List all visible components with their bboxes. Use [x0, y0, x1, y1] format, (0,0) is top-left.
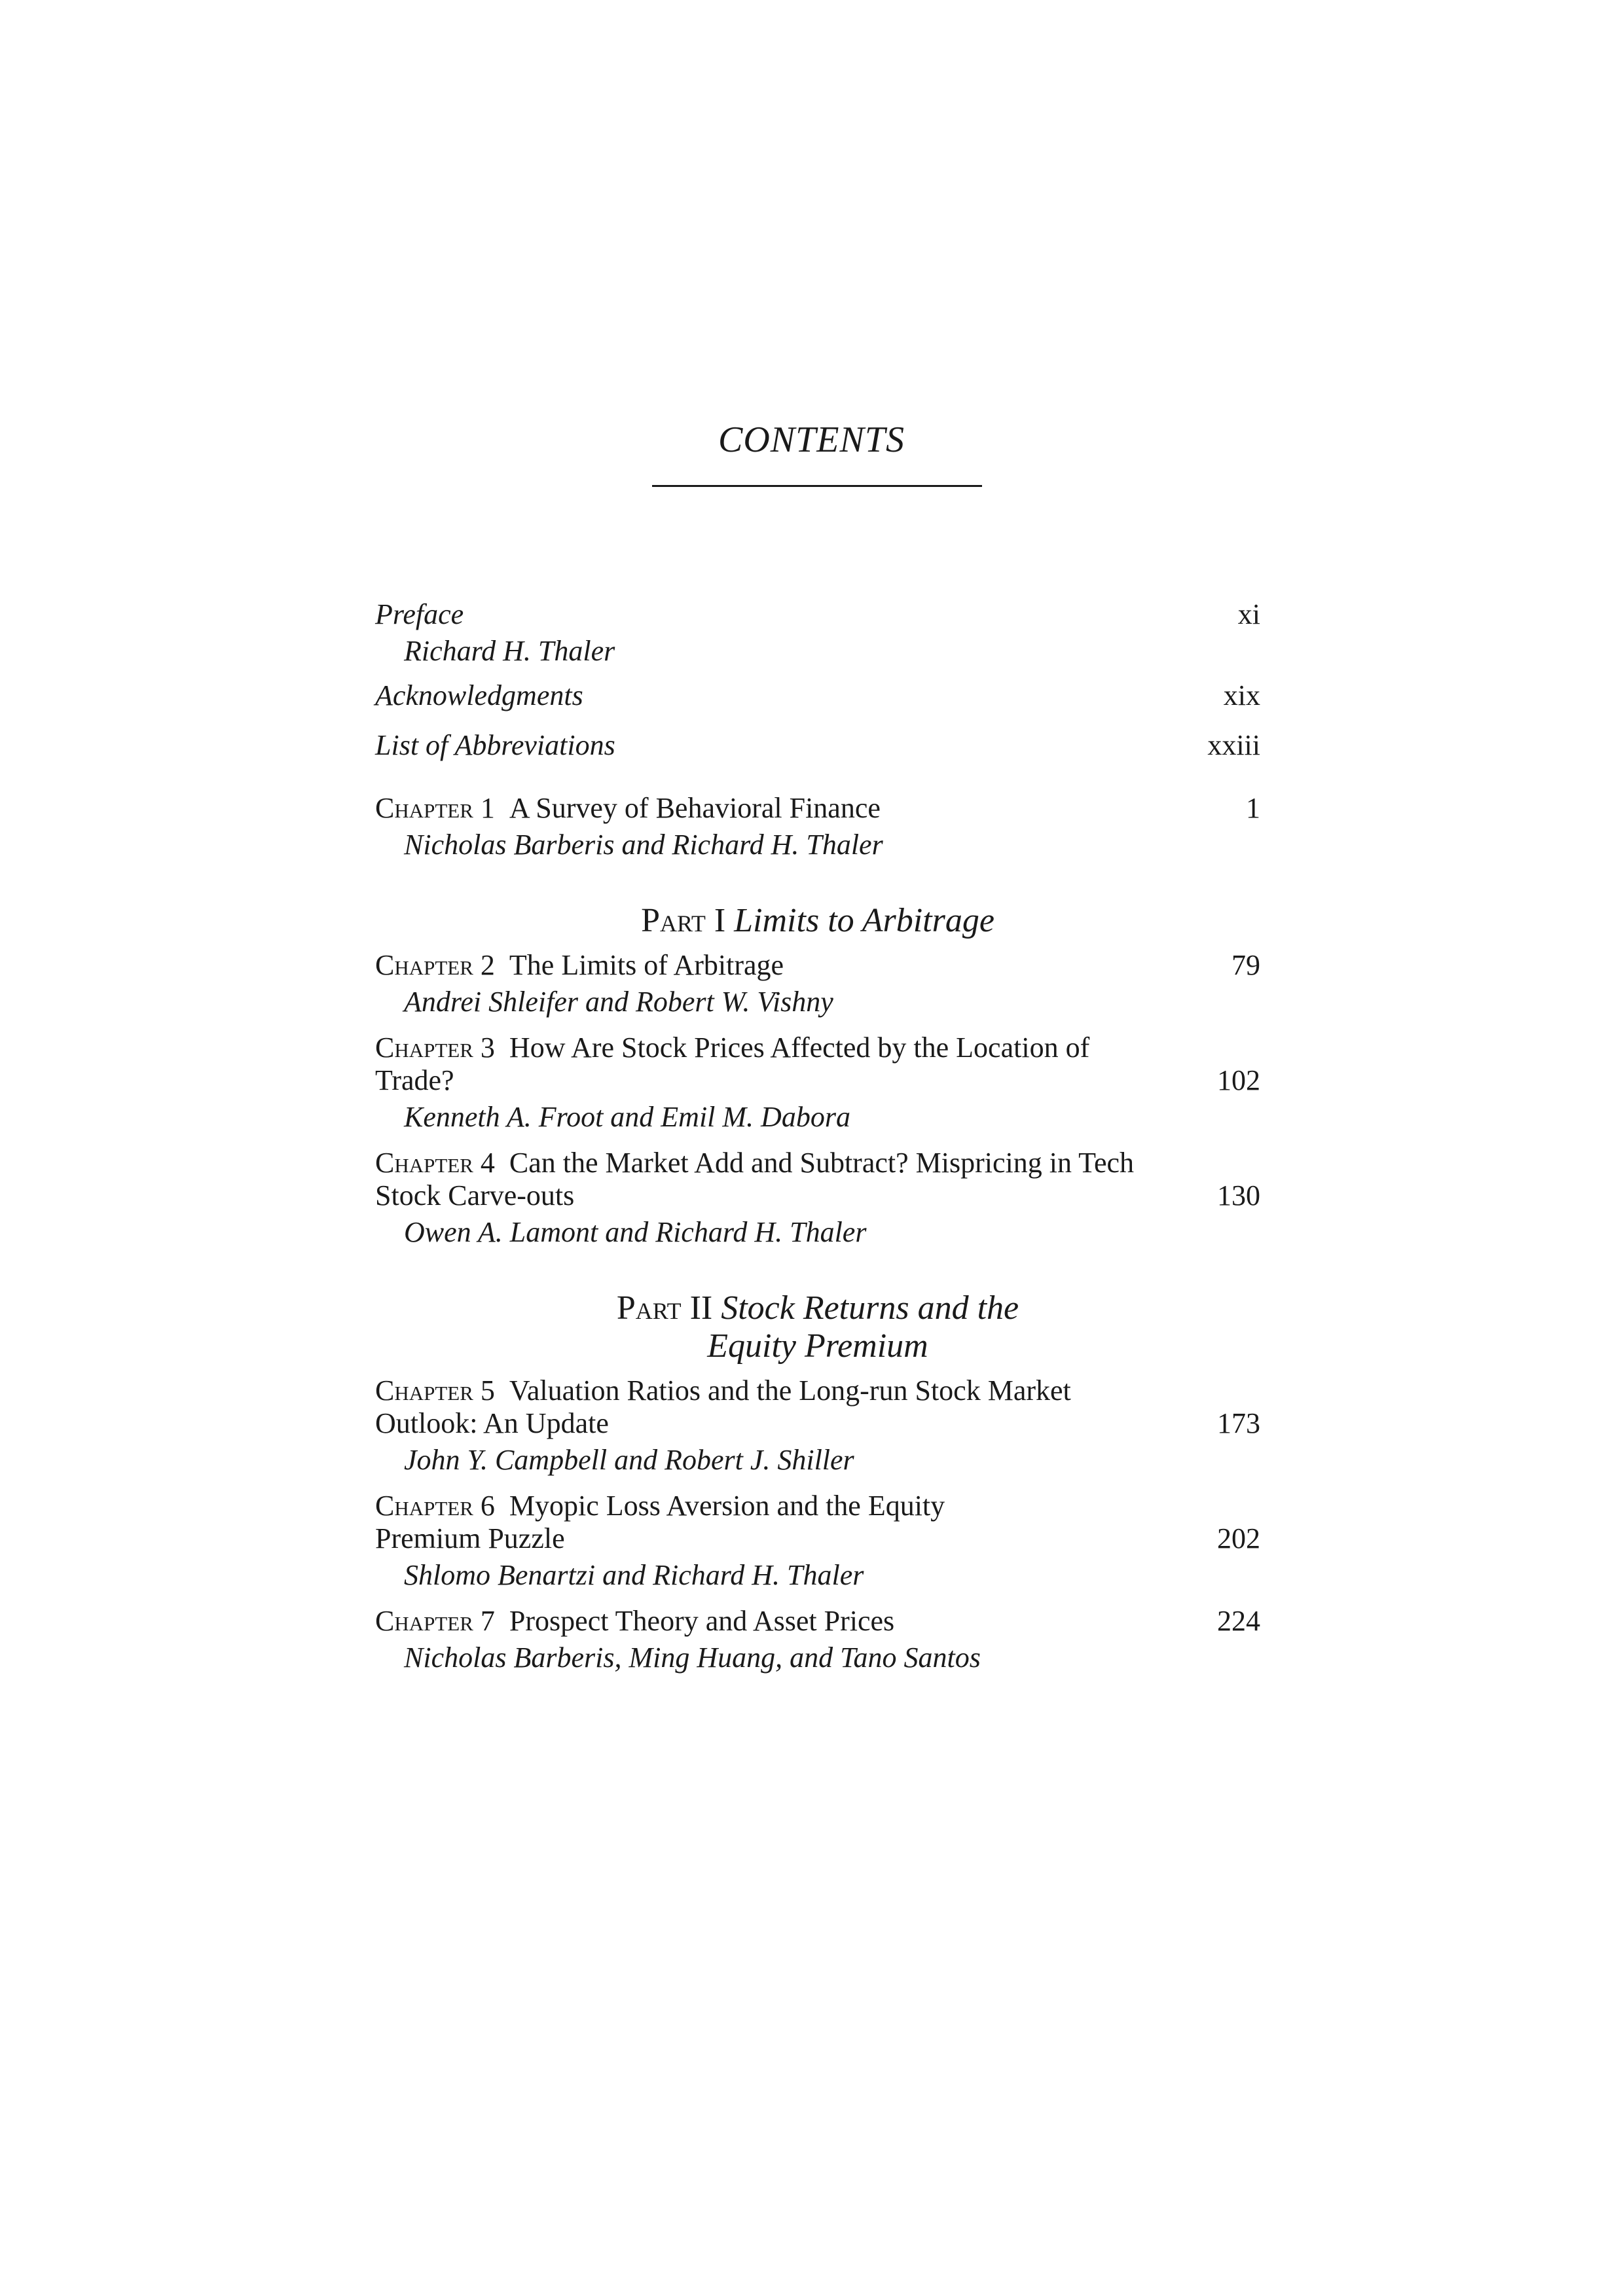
chapter-title-line-1: How Are Stock Prices Affected by the Location of	[509, 1031, 1090, 1064]
entry-title: Acknowledgments	[375, 679, 583, 711]
chapter-title-line-2: Trade?	[375, 1064, 454, 1096]
page-number: 79	[1231, 949, 1260, 981]
toc-entry-preface[interactable]	[375, 598, 1260, 672]
chapter-title-line-1: Valuation Ratios and the Long-run Stock Market	[509, 1374, 1071, 1407]
part-title: Limits to Arbitrage	[734, 902, 994, 939]
entry-title: List of Abbreviations	[375, 729, 615, 761]
part-title-line-2: Equity Premium	[707, 1327, 928, 1365]
page-number: xi	[1237, 598, 1260, 630]
page-number: 173	[1217, 1407, 1260, 1439]
toc-entry-chapter-4[interactable]	[375, 1147, 1260, 1253]
chapter-author: Owen A. Lamont and Richard H. Thaler	[404, 1216, 867, 1248]
part-label: Part I	[641, 902, 726, 939]
page-number: xix	[1223, 679, 1260, 711]
toc-entry-chapter-1[interactable]	[375, 792, 1260, 865]
chapter-label: Chapter 7	[375, 1605, 495, 1637]
page-title: CONTENTS	[718, 420, 905, 460]
chapter-title-line-1: Can the Market Add and Subtract? Mispricing in Tech	[509, 1147, 1135, 1179]
chapter-author: Kenneth A. Froot and Emil M. Dabora	[404, 1101, 850, 1133]
toc-entry-chapter-7[interactable]	[375, 1605, 1260, 1678]
chapter-author: Andrei Shleifer and Robert W. Vishny	[404, 986, 833, 1018]
part-heading-2	[375, 1289, 1260, 1365]
chapter-author: Nicholas Barberis and Richard H. Thaler	[404, 829, 883, 861]
toc-entry-acknowledgments[interactable]	[375, 679, 1260, 712]
page-number: 102	[1217, 1064, 1260, 1096]
page-number: xxiii	[1207, 729, 1260, 761]
chapter-title-line-1: Myopic Loss Aversion and the Equity	[509, 1490, 945, 1522]
chapter-author: Nicholas Barberis, Ming Huang, and Tano Santos	[404, 1641, 981, 1674]
toc-entry-chapter-5[interactable]	[375, 1374, 1260, 1480]
toc-entry-chapter-6[interactable]	[375, 1490, 1260, 1596]
page-number: 202	[1217, 1522, 1260, 1554]
part-label: Part II	[616, 1289, 713, 1327]
toc-entry-chapter-2[interactable]	[375, 949, 1260, 1022]
entry-title: Preface	[375, 598, 464, 630]
chapter-title-line-2: Outlook: An Update	[375, 1407, 609, 1439]
part-title-line-1: Stock Returns and the	[721, 1289, 1019, 1327]
toc-entry-chapter-3[interactable]	[375, 1031, 1260, 1138]
chapter-title: The Limits of Arbitrage	[509, 949, 784, 981]
chapter-label: Chapter 3	[375, 1031, 495, 1064]
entry-author: Richard H. Thaler	[404, 635, 615, 667]
chapter-author: Shlomo Benartzi and Richard H. Thaler	[404, 1559, 864, 1591]
chapter-title: Prospect Theory and Asset Prices	[509, 1605, 895, 1637]
page-number: 224	[1217, 1605, 1260, 1637]
chapter-title-line-2: Stock Carve-outs	[375, 1179, 575, 1211]
title-rule	[652, 485, 982, 487]
chapter-label: Chapter 1	[375, 792, 495, 824]
part-heading-1	[375, 902, 1260, 940]
chapter-label: Chapter 6	[375, 1490, 495, 1522]
page-number: 1	[1246, 792, 1260, 824]
page-number: 130	[1217, 1179, 1260, 1211]
chapter-author: John Y. Campbell and Robert J. Shiller	[404, 1444, 854, 1476]
chapter-label: Chapter 5	[375, 1374, 495, 1407]
chapter-title-line-2: Premium Puzzle	[375, 1522, 565, 1554]
chapter-label: Chapter 4	[375, 1147, 495, 1179]
toc-entry-abbreviations[interactable]	[375, 729, 1260, 762]
chapter-title: A Survey of Behavioral Finance	[509, 792, 881, 824]
toc-list	[375, 589, 1260, 1678]
chapter-label: Chapter 2	[375, 949, 495, 981]
